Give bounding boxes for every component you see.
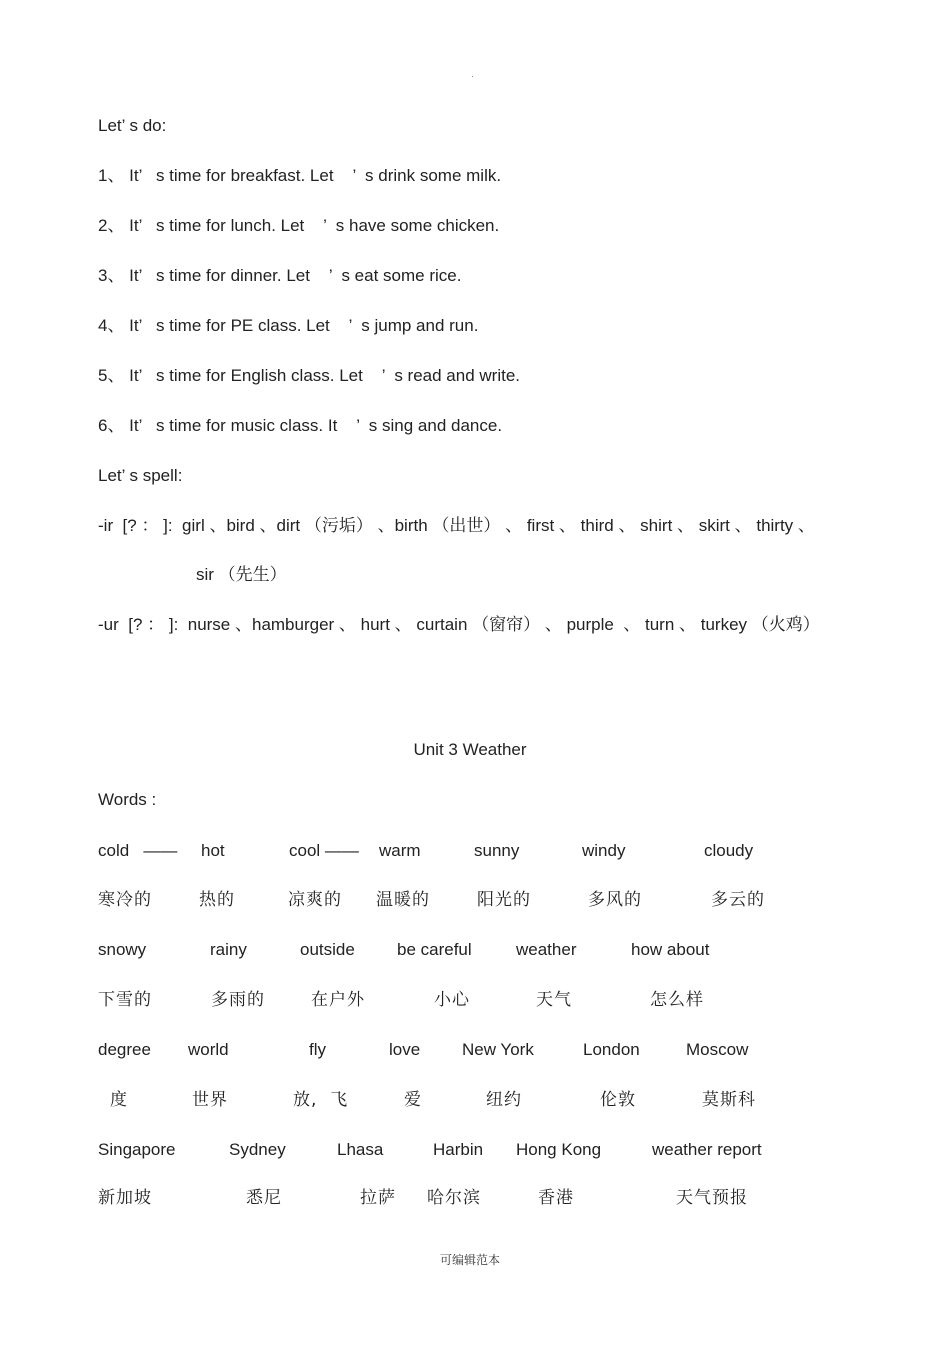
- word-en: windy: [582, 841, 626, 860]
- word-en: weather report: [652, 1140, 762, 1159]
- word-zh: 度: [110, 1090, 128, 1110]
- word-zh: 下雪的: [98, 990, 152, 1010]
- word-zh: 世界: [192, 1090, 228, 1110]
- word-zh: 多风的: [588, 890, 642, 910]
- word-en: weather: [516, 940, 577, 959]
- word-zh: 伦敦: [600, 1090, 636, 1110]
- word-zh: 多云的: [711, 890, 765, 910]
- word-zh: 小心: [434, 990, 470, 1010]
- word-en: Sydney: [229, 1140, 286, 1159]
- lets-spell-heading: Let’ s spell:: [98, 466, 183, 485]
- spell-ir-line-cont: sir （先生）: [196, 565, 287, 584]
- word-zh: 天气预报: [676, 1188, 748, 1208]
- word-en: snowy: [98, 940, 147, 959]
- word-zh: 爱: [404, 1090, 422, 1110]
- word-en: cold ——: [98, 841, 178, 860]
- header-mark: ·: [471, 72, 474, 81]
- word-zh: 天气: [536, 990, 572, 1010]
- word-zh: 莫斯科: [702, 1090, 756, 1110]
- lets-do-line: 2、 It’ s time for lunch. Let ’ s have some chicken.: [98, 216, 500, 235]
- word-en: London: [583, 1040, 640, 1059]
- word-en: cool ——: [289, 841, 359, 860]
- spell-ir-line: -ir [? ： ]: girl 、bird 、dirt （污垢） 、birth （出世） 、 first 、 third 、 shirt 、 skirt 、 thirty 、: [98, 516, 815, 535]
- word-zh: 放, 飞: [293, 1090, 349, 1110]
- word-en: warm: [379, 841, 421, 860]
- lets-do-line: 1、 It’ s time for breakfast. Let ’ s drink some milk.: [98, 166, 502, 185]
- word-zh: 怎么样: [650, 990, 704, 1010]
- word-zh: 悉尼: [246, 1188, 282, 1208]
- word-en: New York: [462, 1040, 534, 1059]
- word-zh: 温暖的: [376, 890, 430, 910]
- word-en: cloudy: [704, 841, 754, 860]
- word-en: how about: [631, 940, 710, 959]
- word-zh: 香港: [538, 1188, 574, 1208]
- word-zh: 凉爽的: [288, 890, 342, 910]
- word-en: Harbin: [433, 1140, 484, 1159]
- word-en: fly: [309, 1040, 326, 1059]
- word-zh: 寒冷的: [98, 890, 152, 910]
- words-heading: Words :: [98, 790, 157, 809]
- page-footer: 可编辑范本: [439, 1253, 500, 1267]
- word-zh: 多雨的: [211, 990, 265, 1010]
- word-zh: 新加坡: [98, 1188, 152, 1208]
- word-en: world: [188, 1040, 229, 1059]
- lets-do-line: 3、 It’ s time for dinner. Let ’ s eat some rice.: [98, 266, 462, 285]
- spell-ur-line: -ur [? ： ]: nurse 、hamburger 、 hurt 、 curtain （窗帘） 、 purple 、 turn 、 turkey （火鸡）: [98, 615, 820, 634]
- word-en: Lhasa: [337, 1140, 384, 1159]
- lets-do-line: 5、 It’ s time for English class. Let ’ s read and write.: [98, 366, 521, 385]
- lets-do-line: 4、 It’ s time for PE class. Let ’ s jump and run.: [98, 316, 479, 335]
- word-en: Hong Kong: [516, 1140, 602, 1159]
- word-en: rainy: [210, 940, 247, 959]
- word-en: degree: [98, 1040, 151, 1059]
- word-en: be careful: [397, 940, 472, 959]
- word-en: Moscow: [686, 1040, 749, 1059]
- unit-title: Unit 3 Weather: [413, 740, 527, 759]
- word-zh: 在户外: [311, 990, 365, 1010]
- lets-do-heading: Let’ s do:: [98, 116, 167, 135]
- word-en: outside: [300, 940, 355, 959]
- word-zh: 拉萨: [360, 1188, 396, 1208]
- lets-do-line: 6、 It’ s time for music class. It ’ s sing and dance.: [98, 416, 503, 435]
- word-zh: 纽约: [486, 1090, 522, 1110]
- word-en: hot: [201, 841, 225, 860]
- word-zh: 阳光的: [477, 890, 531, 910]
- word-en: love: [389, 1040, 421, 1059]
- word-en: Singapore: [98, 1140, 176, 1159]
- word-zh: 热的: [199, 890, 235, 910]
- word-zh: 哈尔滨: [427, 1188, 481, 1208]
- word-en: sunny: [474, 841, 520, 860]
